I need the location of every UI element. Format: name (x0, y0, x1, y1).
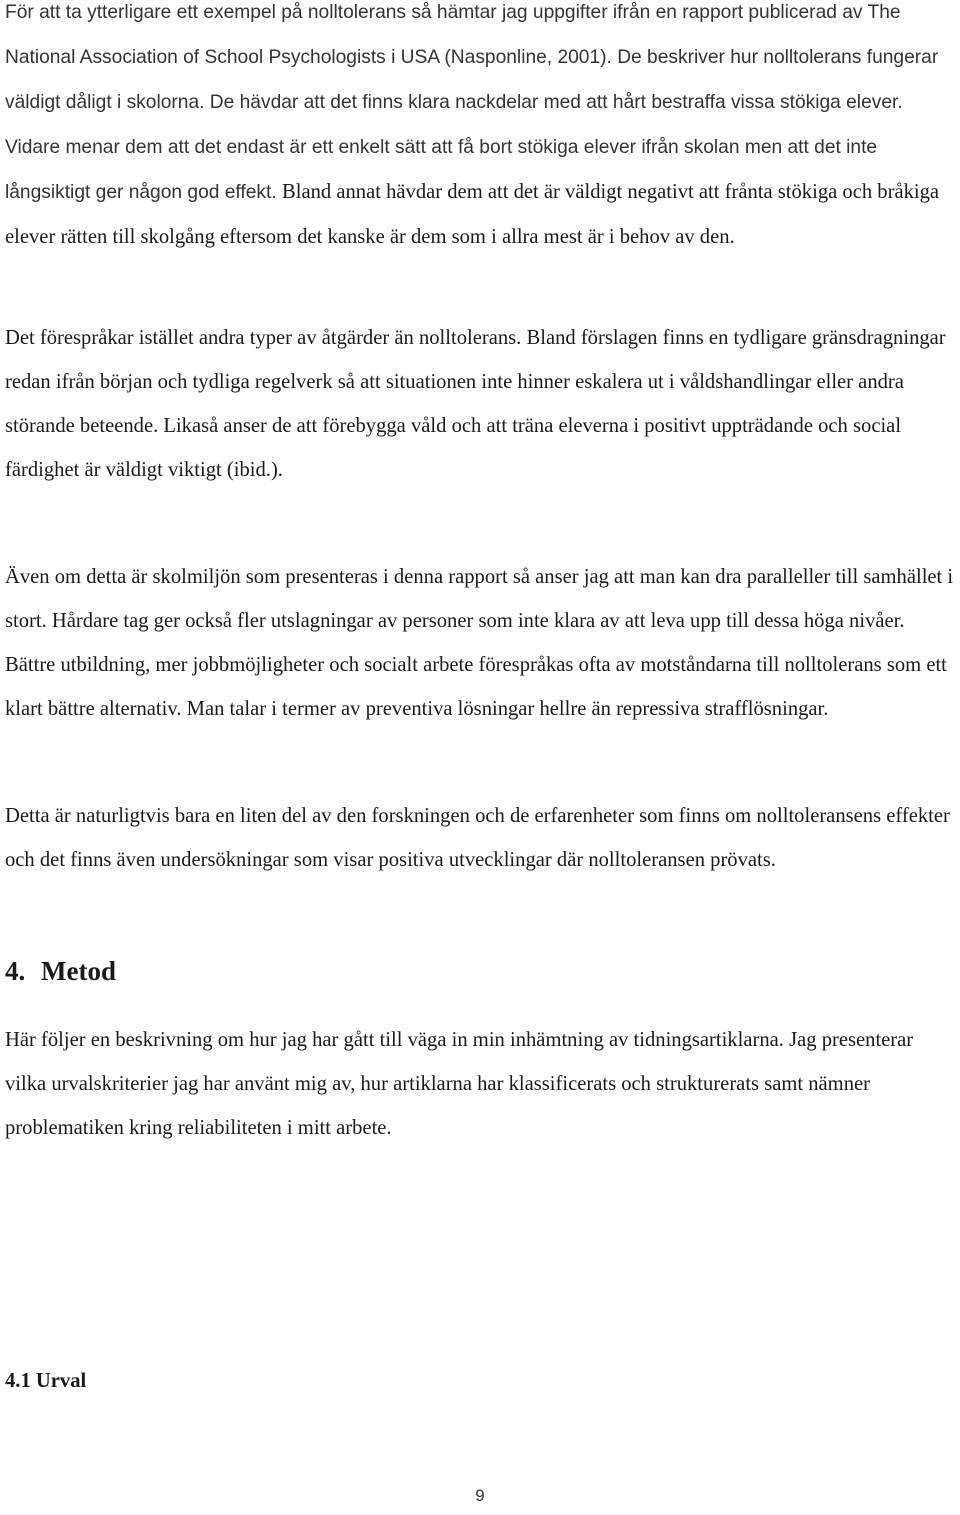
section-title: Metod (41, 956, 116, 986)
section-heading-metod (5, 949, 116, 993)
paragraph-segment: För att ta ytterligare ett exempel på nolltolerans så hämtar jag uppgifter ifrån en rapport publicerad av The National Association of School Psychologists i USA (Nasponline, 2001). De beskriver hur nolltolerans fungerar väldigt dåligt i skolorna. De hävdar att det finns klara nackdelar med att hårt bestraffa vissa stökiga elever. Vidare menar dem att det endast är ett enkelt sätt att få bort stökiga elever ifrån skolan men att det inte långsiktigt ger någon god effekt. (5, 2, 939, 203)
paragraph-alternative-measures (5, 316, 955, 492)
page-number: 9 (475, 1486, 485, 1505)
paragraph-segment: Detta är naturligtvis bara en liten del av den forskningen och de erfarenheter som finns om nolltoleransens effekter och det finns även undersökningar som visar positiva utvecklingar där nolltoleransen prövats. (5, 805, 950, 871)
section-number: 4. (5, 956, 26, 986)
paragraph-segment: Även om detta är skolmiljön som presenteras i denna rapport så anser jag att man kan dra paralleller till samhället i stort. Hårdare tag ger också fler utslagningar av personer som inte klara av att leva upp till dessa höga nivåer. Bättre utbildning, mer jobbmöjligheter och socialt arbete förespråkas ofta av motståndarna till nolltolerans som ett klart bättre alternativ. Man talar i termer av preventiva lösningar hellre än repressiva strafflösningar. (5, 566, 954, 720)
paragraph-segment: Det förespråkar istället andra typer av åtgärder än nolltolerans. Bland förslagen finns en tydligare gränsdragningar redan ifrån början och tydliga regelverk så att situationen inte hinner eskalera ut i våldshandlingar eller andra störande beteende. Likaså anser de att förebygga våld och att träna eleverna i positivt uppträdande och social färdighet är väldigt viktigt (ibid.). (5, 327, 946, 481)
paragraph-segment: Här följer en beskrivning om hur jag har gått till väga in min inhämtning av tidningsartiklarna. Jag presenterar vilka urvalskriterier jag har använt mig av, hur artiklarna har klassificerats och strukturerats samt nämner problematiken kring reliabiliteten i mitt arbete. (5, 1029, 914, 1139)
paragraph-research-summary (5, 794, 955, 882)
subsection-heading-urval: 4.1 Urval (5, 1370, 87, 1392)
paragraph-segment: Bland annat hävdar dem att det är väldigt negativt att frånta stökiga och bråkiga elever rätten till skolgång eftersom det kanske är dem som i allra mest är i behov av den. (5, 181, 940, 248)
paragraph-nasp-report (5, 0, 955, 259)
paragraph-society-parallels (5, 555, 955, 731)
paragraph-metod-intro (5, 1018, 955, 1150)
